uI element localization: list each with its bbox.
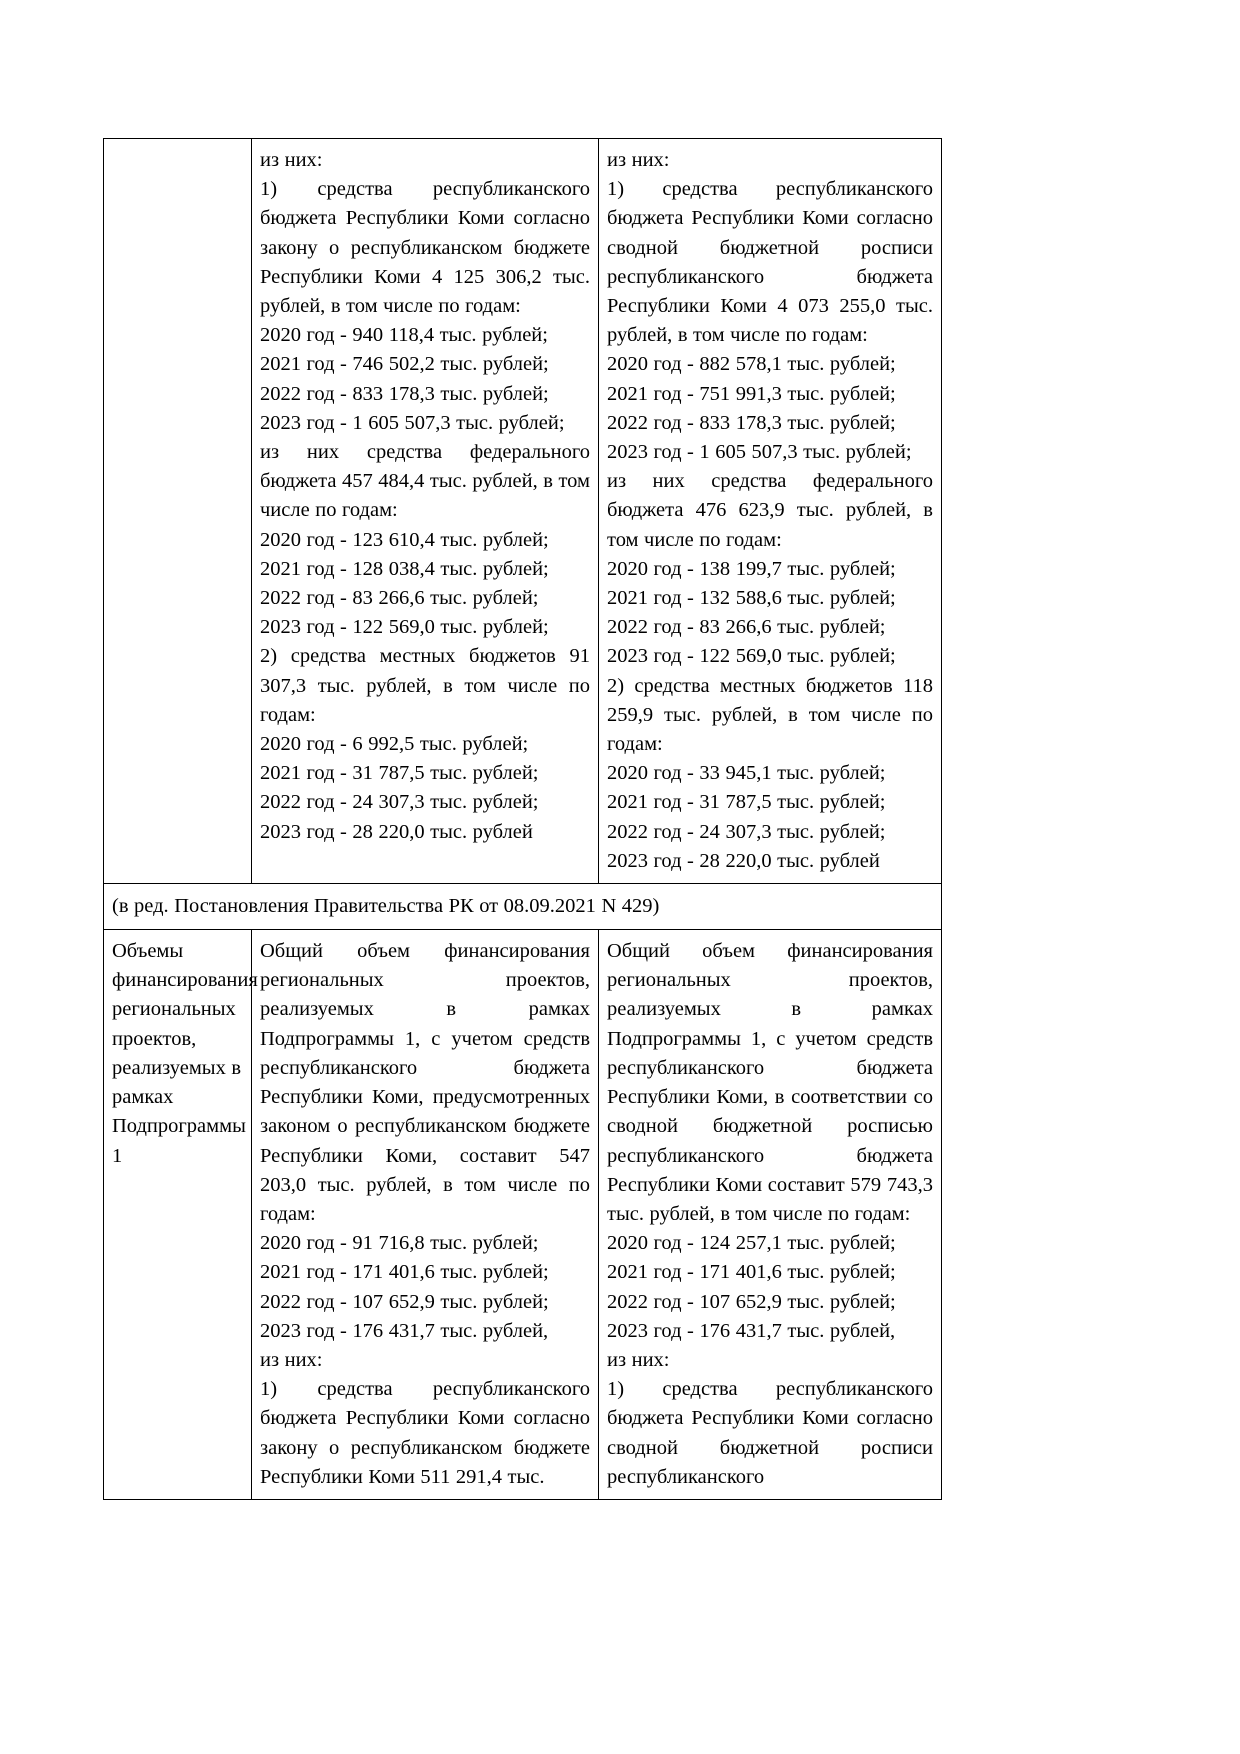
paragraph: 1) средства республиканского бюджета Республики Коми согласно сводной бюджетной росписи республиканского: [607, 1378, 933, 1488]
paragraph: из них:: [260, 1348, 323, 1371]
row-new-version-cell: [599, 930, 942, 1500]
paragraph: 2) средства местных бюджетов 118 259,9 тыс. рублей, в том числе по годам:: [607, 674, 933, 756]
paragraph: 2020 год - 138 199,7 тыс. рублей;: [607, 557, 896, 580]
row-new-version-cell: [599, 139, 942, 884]
paragraph: 2022 год - 107 652,9 тыс. рублей;: [607, 1290, 896, 1313]
paragraph: 2020 год - 124 257,1 тыс. рублей;: [607, 1232, 896, 1255]
paragraph: 2022 год - 833 178,3 тыс. рублей;: [607, 411, 896, 434]
paragraph: 2021 год - 31 787,5 тыс. рублей;: [607, 791, 886, 814]
paragraph: 1) средства республиканского бюджета Республики Коми согласно закону о республиканском бюджете Республики Коми 4 125 306,2 тыс. рублей, в том числе по годам:: [260, 178, 590, 318]
paragraph: 2021 год - 746 502,2 тыс. рублей;: [260, 353, 549, 376]
amendment-note-cell: (в ред. Постановления Правительства РК от 08.09.2021 N 429): [104, 884, 942, 930]
paragraph: из них средства федерального бюджета 457 484,4 тыс. рублей, в том числе по годам:: [260, 441, 590, 522]
paragraph-list-new-1: [607, 146, 933, 876]
paragraph: Общий объем финансирования региональных проектов, реализуемых в рамках Подпрограммы 1, с учетом средств республиканского бюджета Республики Коми, предусмотренных законом о республиканском бюджете Республики Коми, составит 547 203,0 тыс. рублей, в том числе по годам:: [260, 940, 590, 1225]
row-previous-version-cell: [252, 139, 599, 884]
paragraph-list-previous-2: [260, 937, 590, 1492]
paragraph: 2) средства местных бюджетов 91 307,3 тыс. рублей, в том числе по годам:: [260, 645, 590, 726]
paragraph: 2021 год - 171 401,6 тыс. рублей;: [260, 1261, 549, 1284]
paragraph: 2021 год - 132 588,6 тыс. рублей;: [607, 587, 896, 610]
paragraph: 2020 год - 33 945,1 тыс. рублей;: [607, 762, 886, 785]
paragraph: 2021 год - 751 991,3 тыс. рублей;: [607, 382, 896, 405]
paragraph: 2023 год - 122 569,0 тыс. рублей;: [607, 645, 896, 668]
paragraph: 2021 год - 31 787,5 тыс. рублей;: [260, 762, 539, 785]
row-label-cell-empty: [104, 139, 252, 884]
table-row: [104, 139, 942, 884]
paragraph: 1) средства республиканского бюджета Республики Коми согласно сводной бюджетной росписи республиканского бюджета Республики Коми 4 073 255,0 тыс. рублей, в том числе по годам:: [607, 178, 933, 347]
paragraph: 2022 год - 83 266,6 тыс. рублей;: [260, 587, 539, 610]
paragraph: 2020 год - 91 716,8 тыс. рублей;: [260, 1232, 539, 1255]
paragraph: 2022 год - 24 307,3 тыс. рублей;: [260, 791, 539, 814]
paragraph: 2023 год - 176 431,7 тыс. рублей,: [607, 1319, 896, 1342]
paragraph: 2022 год - 833 178,3 тыс. рублей;: [260, 382, 549, 405]
paragraph: 2023 год - 122 569,0 тыс. рублей;: [260, 616, 549, 639]
row-previous-version-cell: [252, 930, 599, 1500]
paragraph: 2020 год - 882 578,1 тыс. рублей;: [607, 353, 896, 376]
table-row-amendment-note: [104, 884, 942, 930]
paragraph: 2022 год - 83 266,6 тыс. рублей;: [607, 616, 886, 639]
paragraph: 2023 год - 176 431,7 тыс. рублей,: [260, 1319, 549, 1342]
paragraph: 2020 год - 123 610,4 тыс. рублей;: [260, 528, 549, 551]
row-label-cell: [104, 930, 258, 1500]
paragraph: 2023 год - 28 220,0 тыс. рублей: [260, 820, 533, 843]
paragraph: из них:: [607, 1348, 670, 1371]
paragraph: 2020 год - 6 992,5 тыс. рублей;: [260, 733, 529, 756]
paragraph: из них:: [260, 149, 323, 171]
paragraph-list-previous-1: [260, 146, 590, 847]
comparison-table: [103, 138, 942, 1500]
paragraph: из них:: [607, 149, 670, 171]
paragraph: 2021 год - 128 038,4 тыс. рублей;: [260, 557, 549, 580]
paragraph: 2023 год - 1 605 507,3 тыс. рублей;: [607, 441, 912, 464]
row-label-text: [112, 937, 258, 1171]
table-row: [104, 930, 942, 1500]
paragraph: 2023 год - 1 605 507,3 тыс. рублей;: [260, 411, 565, 434]
paragraph: 2021 год - 171 401,6 тыс. рублей;: [607, 1261, 896, 1284]
paragraph: Общий объем финансирования региональных проектов, реализуемых в рамках Подпрограммы 1, с учетом средств республиканского бюджета Республики Коми, в соответствии со сводной бюджетной росписью республиканского бюджета Республики Коми составит 579 743,3 тыс. рублей, в том числе по годам:: [607, 940, 933, 1225]
paragraph: из них средства федерального бюджета 476 623,9 тыс. рублей, в том числе по годам:: [607, 470, 933, 551]
paragraph: 2022 год - 107 652,9 тыс. рублей;: [260, 1290, 549, 1313]
paragraph: 2023 год - 28 220,0 тыс. рублей: [607, 849, 880, 872]
paragraph: 2020 год - 940 118,4 тыс. рублей;: [260, 324, 548, 347]
paragraph: 1) средства республиканского бюджета Республики Коми согласно закону о республиканском бюджете Республики Коми 511 291,4 тыс.: [260, 1378, 590, 1488]
paragraph: 2022 год - 24 307,3 тыс. рублей;: [607, 820, 886, 843]
paragraph: Объемы финансирования региональных проектов, реализуемых в рамках Подпрограммы 1: [112, 940, 258, 1167]
paragraph-list-new-2: [607, 937, 933, 1492]
